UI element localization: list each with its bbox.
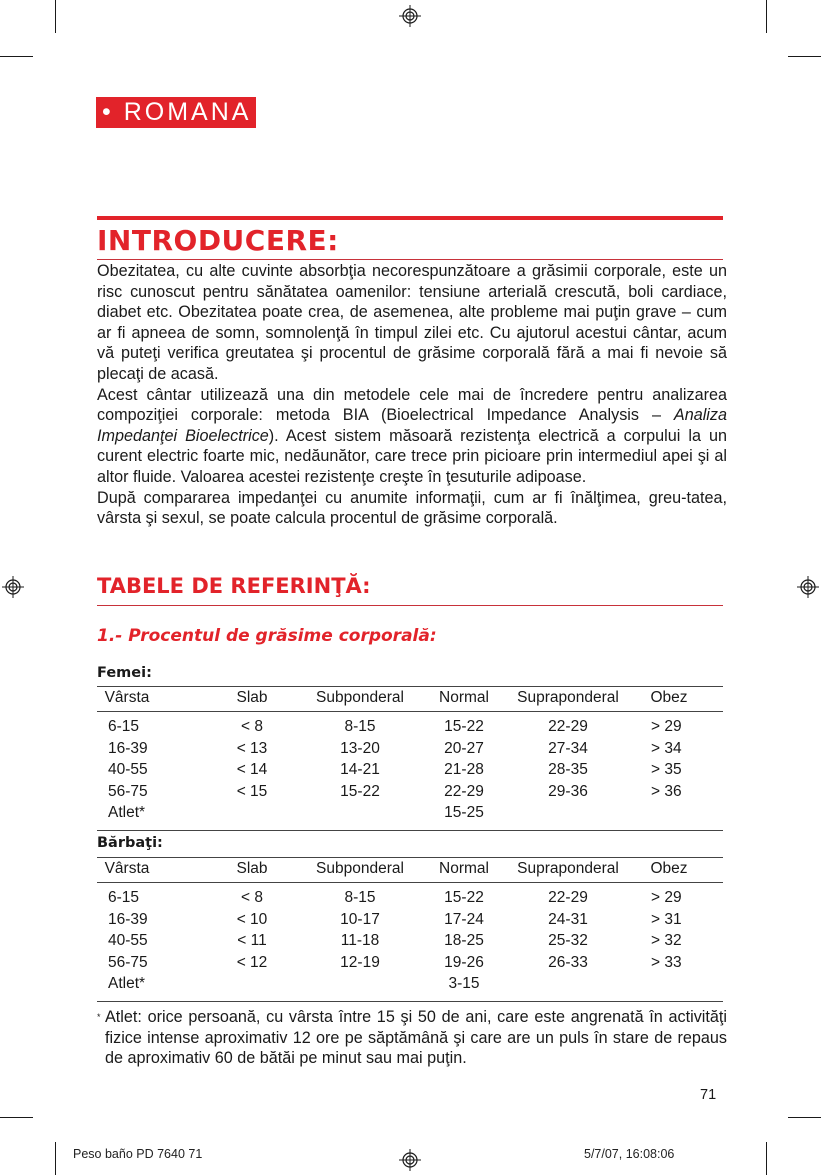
women-column-header: Normal [439,689,489,706]
intro-paragraph: Obezitatea, cu alte cuvinte absorbţia necorespunzătoare a grăsimii corporale, este un risc cunoscut pentru sănătatea oamenilor: tensiune arterială crescută, boli cardiace, diabet etc. Obezitatea poate crea, de asemenea, alte probleme mai puţin grave – cum ar fi apneea de somn, somnolenţă în timpul zilei etc. Cu ajutorul acestui cântar, acum vă puteţi verifica greutatea şi procentul de grăsime corporală fără a mai fi nevoie să plecaţi de acasă. [97,262,727,383]
crop-mark [55,0,56,33]
women-table-cell: > 35 [651,761,682,778]
women-table-cell: > 36 [651,782,682,800]
registration-mark-icon [797,576,819,598]
section-top-rule [97,216,723,220]
women-table-cell: 8-15 [344,718,376,735]
footnote-mark: * [97,1012,101,1022]
crop-mark [55,1142,56,1175]
men-table-cell: 19-26 [444,953,484,971]
women-table-cell: 20-27 [444,739,484,757]
heading-underline [97,605,723,606]
women-table-cell: < 13 [236,739,268,757]
women-table-cell: 15-22 [444,718,484,735]
women-column-header: Vârsta [104,689,150,706]
registration-mark-icon [399,5,421,27]
men-table-cell: 6-15 [108,889,140,906]
men-table-cell: > 31 [651,910,682,928]
crop-mark [0,56,33,57]
women-label: Femei: [97,665,152,681]
men-table-cell: 25-32 [548,932,588,949]
men-table [97,857,723,997]
men-table-cell: > 32 [651,932,682,949]
women-table-cell: 22-29 [444,782,484,800]
women-table-cell: 13-20 [340,739,380,757]
men-label: Bărbaţi: [97,835,163,851]
men-table-cell: 3-15 [448,975,480,992]
women-column-header: Subponderal [316,689,404,706]
women-table-cell: > 34 [651,739,682,757]
women-table-cell: Atlet* [108,804,146,821]
women-table-cell: < 14 [236,761,268,778]
women-table-cell: 22-29 [548,718,588,735]
men-column-header: Normal [439,860,489,877]
registration-mark-icon [399,1149,421,1171]
table-rule [97,711,723,712]
men-column-header: Supraponderal [517,860,619,877]
women-table-cell: > 29 [651,718,682,735]
reference-heading: TABELE DE REFERINŢĂ: [97,574,371,598]
body-fat-subheading: 1.- Procentul de grăsime corporală: [97,626,437,646]
women-column-header: Supraponderal [517,689,619,706]
women-table-cell: 15-25 [444,804,484,821]
men-column-header: Slab [236,860,268,877]
women-table-cell: 15-22 [340,782,380,800]
men-column-header: Subponderal [316,860,404,877]
women-column-header: Obez [650,689,688,706]
men-table-cell: < 8 [241,889,263,906]
crop-mark [788,1117,821,1118]
men-table-cell: 10-17 [340,910,380,928]
men-table-cell: < 12 [236,953,268,971]
table-rule [97,882,723,883]
men-table-cell: 24-31 [548,910,588,928]
men-table-cell: > 33 [651,953,682,971]
men-table-cell: 8-15 [344,889,376,906]
print-slug-right: 5/7/07, 16:08:06 [584,1147,675,1161]
crop-mark [766,1142,767,1175]
women-table-cell: 28-35 [548,761,588,778]
women-table-cell: 56-75 [108,782,148,800]
crop-mark [788,56,821,57]
heading-underline [97,259,723,260]
print-slug-left: Peso baño PD 7640 71 [73,1147,203,1161]
men-table-cell: 16-39 [108,910,148,928]
intro-body [97,261,727,529]
table-rule [97,830,723,831]
table-rule [97,1001,723,1002]
table-rule [97,686,723,687]
men-table-cell: > 29 [651,889,682,906]
table-rule [97,857,723,858]
women-column-header: Slab [236,689,268,706]
intro-paragraph: După compararea impedanţei cu anumite informaţii, cum ar fi înălţimea, greu-tatea, vârsta şi sexul, se poate calcula procentul de grăsime corporală. [97,488,727,528]
men-table-cell: 17-24 [444,910,484,928]
crop-mark [0,1117,33,1118]
men-table-cell: 12-19 [340,953,380,971]
women-table-cell: 16-39 [108,739,148,757]
men-table-cell: 40-55 [108,932,148,949]
women-table-cell: 14-21 [340,761,380,778]
crop-mark [766,0,767,33]
women-table [97,686,723,826]
men-column-header: Vârsta [104,860,150,877]
men-table-cell: < 11 [237,932,267,949]
men-table-cell: 56-75 [108,953,148,971]
intro-paragraph: Acest cântar utilizează una din metodele cele mai de încredere pentru analizarea compoziţiei corporale: metoda BIA (Bioelectrical Impedance Analysis – Analiza Impedanţei Bioelectrice). Acest sistem măsoară rezistenţa electrică a corpului la un curent electric foarte mic, nedăunător, care trece prin picioare prin intermediul apei şi al altor fluide. Valoarea acestei rezistenţe creşte în ţesuturile adipoase. [97,385,727,486]
women-table-cell: 6-15 [108,718,140,735]
men-column-header: Obez [650,860,688,877]
language-tab: • ROMANA [96,97,256,128]
intro-heading: INTRODUCERE: [97,224,339,257]
men-table-cell: < 10 [236,910,268,928]
footnote-text: Atlet: orice persoană, cu vârsta între 15 şi 50 de ani, care este angrenată în activităţi fizice intense aproximativ 12 ore pe săptămână şi care are un puls în stare de repaus de aproximativ 60 de bătăi pe minut sau mai puţin. [105,1008,727,1068]
women-table-cell: 40-55 [108,761,148,778]
men-table-cell: 11-18 [340,932,380,949]
women-table-cell: < 15 [236,782,268,800]
men-table-cell: Atlet* [108,975,146,992]
registration-mark-icon [2,576,24,598]
page-number: 71 [700,1087,717,1103]
women-table-cell: 21-28 [444,761,484,778]
men-table-cell: 26-33 [548,953,588,971]
women-table-cell: 27-34 [548,739,588,757]
women-table-cell: 29-36 [548,782,588,800]
men-table-cell: 22-29 [548,889,588,906]
men-table-cell: 15-22 [444,889,484,906]
women-table-cell: < 8 [241,718,263,735]
athlete-footnote [97,1007,727,1069]
men-table-cell: 18-25 [444,932,484,949]
